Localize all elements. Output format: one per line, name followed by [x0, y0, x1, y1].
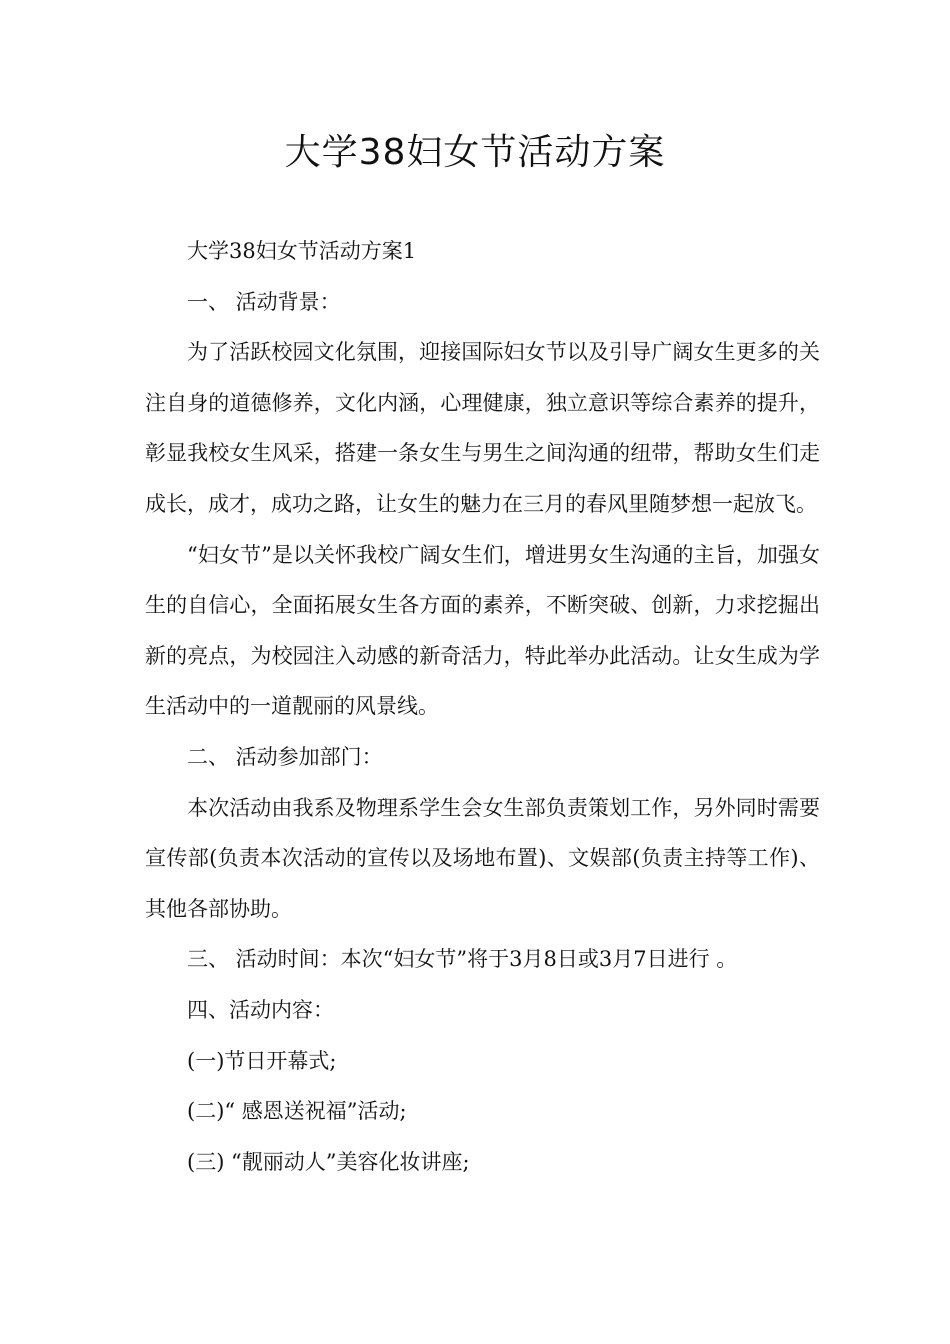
section-heading-content: 四、活动内容： [187, 997, 334, 1022]
section-heading-departments: 二、 活动参加部门： [187, 744, 383, 769]
body-paragraph: 为了活跃校园文化氛围，迎接国际妇女节以及引导广阔女生更多的关注自身的道德修养，文化内涵，心理健康，独立意识等综合素养的提升，彰显我校女生风采，搭建一条女生与男生之间沟通的纽带，帮助女生们走成长，成才，成功之路，让女生的魅力在三月的春风里随梦想一起放飞。 [145, 340, 820, 516]
document-body [145, 226, 820, 1187]
list-item: (三) “靓丽动人”美容化妆讲座; [187, 1149, 470, 1174]
body-paragraph: “妇女节”是以关怀我校广阔女生们，增进男女生沟通的主旨，加强女生的自信心，全面拓展女生各方面的素养，不断突破、创新，力求挖掘出新的亮点，为校园注入动感的新奇活力，特此举办此活动。让女生成为学生活动中的一道靓丽的风景线。 [145, 542, 820, 719]
section-heading-background: 一、 活动背景： [187, 289, 341, 314]
section-heading-time: 三、 活动时间：本次“妇女节”将于3月8日或3月7日进行 。 [187, 947, 738, 972]
list-item: (二)“ 感恩送祝福”活动; [187, 1099, 407, 1124]
document-title: 大学38妇女节活动方案 [284, 132, 666, 173]
subtitle-paragraph: 大学38妇女节活动方案1 [187, 239, 417, 263]
body-paragraph: 本次活动由我系及物理系学生会女生部负责策划工作，另外同时需要宣传部(负责本次活动的宣传以及场地布置)、文娱部(负责主持等工作)、其他各部协助。 [145, 795, 820, 921]
list-item: (一)节日开幕式; [187, 1048, 337, 1073]
